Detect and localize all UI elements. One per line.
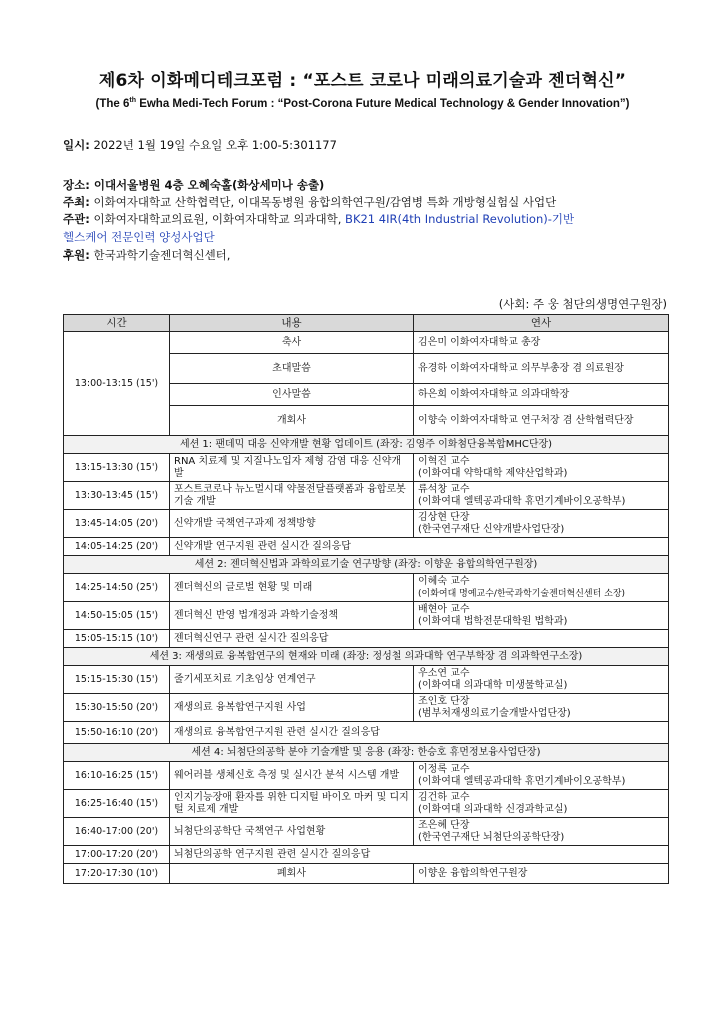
header-content: 내용 [170, 315, 414, 332]
s2-speaker-1 [414, 602, 669, 630]
closing-time: 17:20-17:30 (10') [64, 864, 170, 884]
table-row [64, 790, 669, 818]
s1-content-0: RNA 치료제 및 지질나노입자 제형 감염 대응 신약개발 [170, 454, 414, 482]
host-value: 이화여자대학교 산학협력단, 이대목동병원 융합의학연구원/감염병 특화 개방형실험실 사업단 [89, 195, 557, 209]
opening-speaker-1: 유경하 이화여자대학교 의무부총장 겸 의료원장 [414, 354, 669, 384]
s4-speaker-2-affil: (한국연구재단 뇌첨단의공학단장) [418, 831, 565, 843]
s4-time-1: 16:25-16:40 (15') [64, 790, 170, 818]
s4-speaker-2-name: 조은혜 단장 [418, 819, 470, 831]
organizer-bk21: BK21 4IR(4th Industrial Revolution)-기반 [341, 212, 575, 226]
s4-speaker-0-affil: (이화여대 엘텍공과대학 휴먼기계바이오공학부) [418, 775, 626, 787]
session-title-row [64, 556, 669, 574]
page-subtitle [0, 97, 725, 110]
s4-speaker-0-name: 이정록 교수 [418, 763, 470, 775]
table-row [64, 722, 669, 744]
table-row [64, 574, 669, 602]
table-row [64, 332, 669, 354]
sponsor-label: 후원: [63, 248, 90, 262]
s1-content-2: 신약개발 국책연구과제 정책방향 [170, 510, 414, 538]
s2-speaker-0 [414, 574, 669, 602]
organizer-line [63, 212, 574, 227]
date-line [63, 138, 337, 153]
date-label: 일시: [63, 138, 90, 152]
venue-label: 장소: [63, 178, 90, 192]
sponsor-line [63, 248, 230, 263]
s4-speaker-1 [414, 790, 669, 818]
s1-time-3: 14:05-14:25 (20') [64, 538, 170, 556]
s4-speaker-1-name: 김건하 교수 [418, 791, 470, 803]
s2-speaker-1-name: 배현아 교수 [418, 603, 470, 615]
table-row [64, 666, 669, 694]
s3-time-1: 15:30-15:50 (20') [64, 694, 170, 722]
s3-content-1: 재생의료 융복합연구지원 사업 [170, 694, 414, 722]
s4-speaker-2 [414, 818, 669, 846]
organizer-line-2: 헬스케어 전문인력 양성사업단 [63, 230, 215, 244]
subtitle-sup: th [129, 97, 136, 104]
opening-content-0: 축사 [170, 332, 414, 354]
table-row [64, 538, 669, 556]
s1-speaker-0-affil: (이화여대 약학대학 제약산업학과) [418, 467, 568, 479]
closing-speaker: 이향운 융합의학연구원장 [414, 864, 669, 884]
subtitle-prefix: (The 6 [95, 97, 130, 110]
table-row [64, 864, 669, 884]
s3-speaker-1 [414, 694, 669, 722]
opening-speaker-0: 김은미 이화여자대학교 총장 [414, 332, 669, 354]
s4-content-3: 뇌첨단의공학 연구지원 관련 실시간 질의응답 [170, 846, 669, 864]
s1-speaker-2-affil: (한국연구재단 신약개발사업단장) [418, 523, 565, 535]
subtitle-rest: Ewha Medi-Tech Forum : “Post-Corona Future Medical Technology & Gender Innovation”) [136, 97, 630, 110]
s1-speaker-0-name: 이혁진 교수 [418, 455, 470, 467]
table-row [64, 846, 669, 864]
session-3-title: 세션 3: 재생의료 융복합연구의 현재와 미래 (좌장: 정성철 의과대학 연구부학장 겸 의과학연구소장) [64, 648, 669, 666]
s2-time-2: 15:05-15:15 (10') [64, 630, 170, 648]
s3-speaker-0-affil: (이화여대 의과대학 미생물학교실) [418, 679, 568, 691]
s1-speaker-2 [414, 510, 669, 538]
s4-time-3: 17:00-17:20 (20') [64, 846, 170, 864]
s1-speaker-0 [414, 454, 669, 482]
venue-line [63, 178, 324, 193]
s2-speaker-0-affil: (이화여대 명예교수/한국과학기술젠더혁신센터 소장) [418, 588, 626, 599]
s3-speaker-0 [414, 666, 669, 694]
table-row [64, 510, 669, 538]
s3-content-0: 줄기세포치료 기초임상 연계연구 [170, 666, 414, 694]
opening-content-3: 개회사 [170, 406, 414, 436]
s1-speaker-1 [414, 482, 669, 510]
s2-content-2: 젠더혁신연구 관련 실시간 질의응답 [170, 630, 669, 648]
s2-content-0: 젠더혁신의 글로벌 현황 및 미래 [170, 574, 414, 602]
host-label: 주최: [63, 195, 90, 209]
table-row [64, 482, 669, 510]
s3-speaker-1-name: 조인호 단장 [418, 695, 470, 707]
schedule-table [63, 314, 669, 884]
table-row [64, 454, 669, 482]
venue-value: 이대서울병원 4층 오혜숙홀(화상세미나 송출) [89, 178, 325, 192]
session-1-title: 세션 1: 팬데믹 대응 신약개발 현황 업데이트 (좌장: 김영주 이화첨단융복합MHC단장) [64, 436, 669, 454]
s4-speaker-0 [414, 762, 669, 790]
s3-speaker-1-affil: (범부처재생의료기술개발사업단장) [418, 707, 571, 719]
sponsor-value: 한국과학기술젠더혁신센터, [89, 248, 231, 262]
s3-time-0: 15:15-15:30 (15') [64, 666, 170, 694]
opening-content-1: 초대말씀 [170, 354, 414, 384]
page-title: 제6차 이화메디테크포럼 : “포스트 코로나 미래의료기술과 젠더혁신” [98, 71, 627, 91]
session-4-title: 세션 4: 뇌첨단의공학 분야 기술개발 및 응용 (좌장: 한승호 휴먼정보융사업단장) [64, 744, 669, 762]
session-title-row [64, 744, 669, 762]
moderator: (사회: 주 웅 첨단의생명연구원장) [498, 297, 667, 311]
s1-time-2: 13:45-14:05 (20') [64, 510, 170, 538]
s4-time-2: 16:40-17:00 (20') [64, 818, 170, 846]
s3-speaker-0-name: 우소연 교수 [418, 667, 470, 679]
s2-speaker-0-name: 이혜숙 교수 [418, 575, 470, 587]
opening-time: 13:00-13:15 (15') [64, 332, 170, 436]
s2-time-0: 14:25-14:50 (25') [64, 574, 170, 602]
s1-content-1: 포스트코로나 뉴노멀시대 약물전달플랫폼과 융합로봇기술 개발 [170, 482, 414, 510]
s3-time-2: 15:50-16:10 (20') [64, 722, 170, 744]
host-line [63, 195, 556, 210]
header-speaker: 연사 [414, 315, 669, 332]
s4-speaker-1-affil: (이화여대 의과대학 신경과학교실) [418, 803, 568, 815]
table-row [64, 602, 669, 630]
s1-time-0: 13:15-13:30 (15') [64, 454, 170, 482]
table-row [64, 694, 669, 722]
s1-time-1: 13:30-13:45 (15') [64, 482, 170, 510]
s2-time-1: 14:50-15:05 (15') [64, 602, 170, 630]
s1-speaker-1-affil: (이화여대 엘텍공과대학 휴먼기계바이오공학부) [418, 495, 626, 507]
s1-content-3: 신약개발 연구지원 관련 실시간 질의응답 [170, 538, 669, 556]
s3-content-2: 재생의료 융복합연구지원 관련 실시간 질의응답 [170, 722, 669, 744]
date-value: 2022년 1월 19일 수요일 오후 1:00-5:301177 [89, 138, 337, 152]
organizer-value: 이화여자대학교의료원, 이화여자대학교 의과대학, [89, 212, 342, 226]
s2-speaker-1-affil: (이화여대 법학전문대학원 법학과) [418, 615, 568, 627]
table-header-row [64, 315, 669, 332]
session-title-row [64, 436, 669, 454]
table-row [64, 818, 669, 846]
header-time: 시간 [64, 315, 170, 332]
s2-content-1: 젠더혁신 반영 법개정과 과학기술정책 [170, 602, 414, 630]
session-title-row [64, 648, 669, 666]
s4-content-1: 인지기능장애 환자를 위한 디지털 바이오 마커 및 디지털 치료제 개발 [170, 790, 414, 818]
table-row [64, 630, 669, 648]
session-2-title: 세션 2: 젠더혁신법과 과학의료기술 연구방향 (좌장: 이향운 융합의학연구원장) [64, 556, 669, 574]
table-row [64, 762, 669, 790]
opening-speaker-2: 하은희 이화여자대학교 의과대학장 [414, 384, 669, 406]
organizer-label: 주관: [63, 212, 90, 226]
s4-content-0: 웨어러블 생체신호 측정 및 실시간 분석 시스템 개발 [170, 762, 414, 790]
s4-content-2: 뇌첨단의공학단 국책연구 사업현황 [170, 818, 414, 846]
opening-speaker-3: 이향숙 이화여자대학교 연구처장 겸 산학협력단장 [414, 406, 669, 436]
s1-speaker-2-name: 김상현 단장 [418, 511, 470, 523]
opening-content-2: 인사말씀 [170, 384, 414, 406]
closing-content: 폐회사 [170, 864, 414, 884]
s4-time-0: 16:10-16:25 (15') [64, 762, 170, 790]
s1-speaker-1-name: 류석창 교수 [418, 483, 470, 495]
